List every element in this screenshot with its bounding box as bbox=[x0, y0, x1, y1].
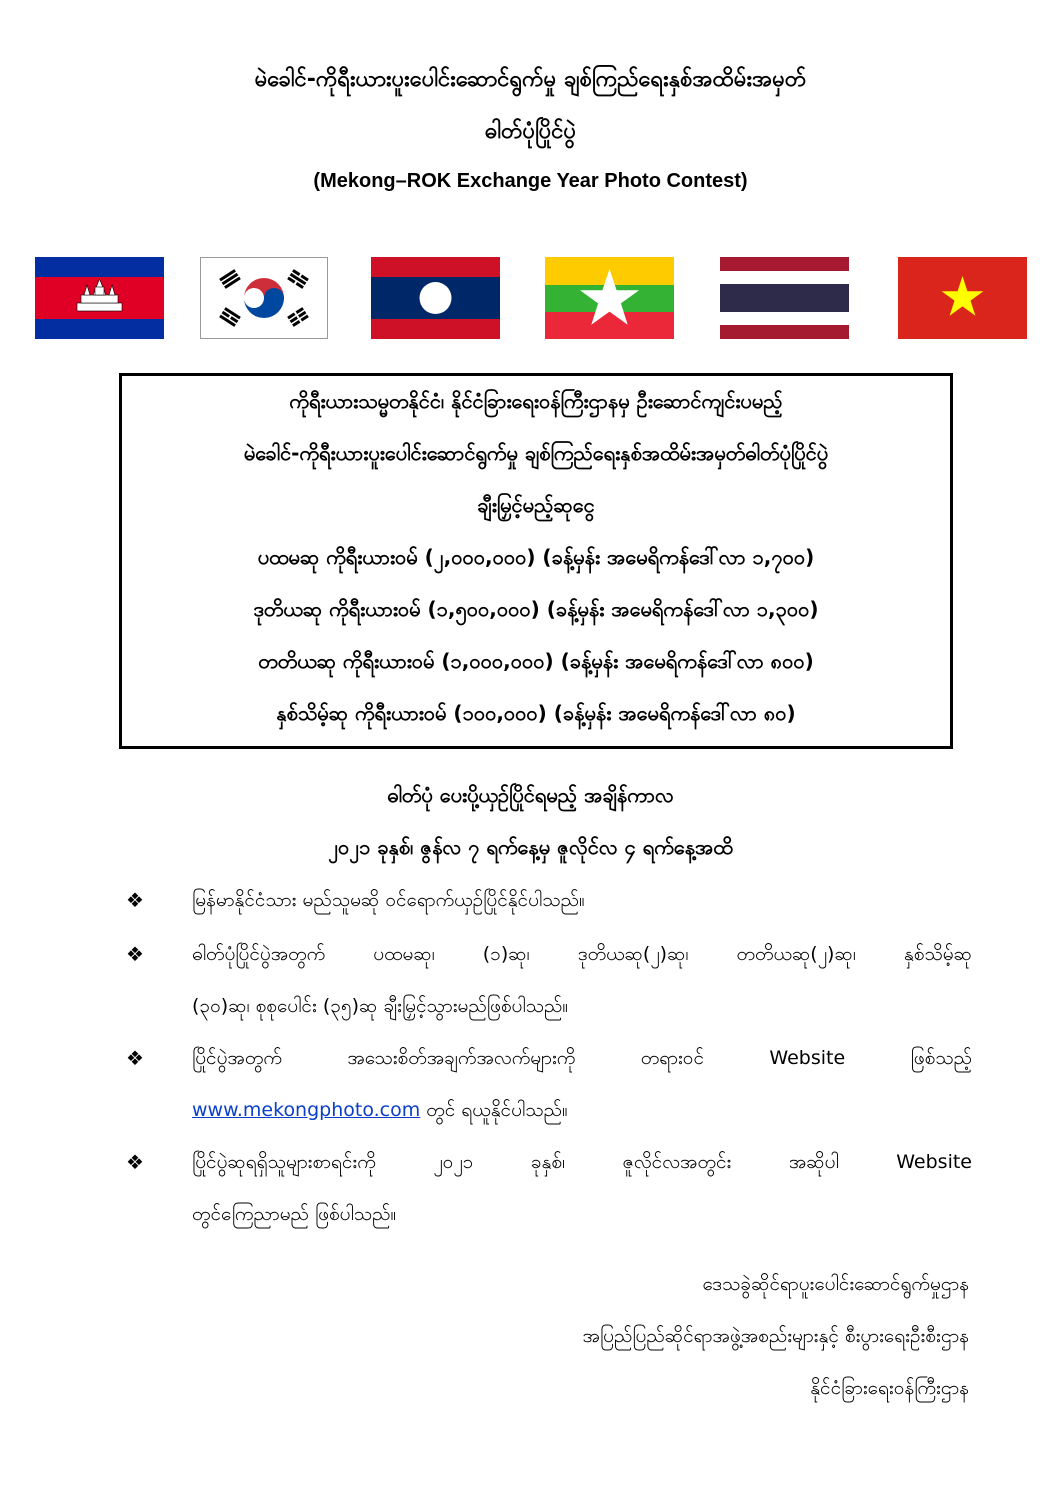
bullet-eligibility: မြန်မာနိုင်ငံသား မည်သူမဆို ဝင်ရောက်ယှဉ်ပြိုင်နိုင်ပါသည်။ bbox=[192, 889, 585, 911]
laos-flag bbox=[371, 257, 500, 339]
vietnam-flag bbox=[898, 257, 1027, 339]
bullet-marker: ❖ bbox=[126, 1046, 144, 1070]
south-korea-flag bbox=[200, 257, 328, 339]
bullet-results-line-2: တွင်ကြေညာမည် ဖြစ်ပါသည်။ bbox=[192, 1203, 397, 1225]
prize-box-heading-3: ချီးမြှင့်မည့်ဆုငွေ bbox=[477, 493, 595, 517]
title-line-2: ဓါတ်ပုံပြိုင်ပွဲ bbox=[484, 119, 577, 144]
myanmar-flag bbox=[545, 257, 674, 339]
bullet-website-line-2-text: တွင် ရယူနိုင်ပါသည်။ bbox=[420, 1099, 568, 1121]
cambodia-flag bbox=[35, 257, 164, 339]
submission-dates: ၂၀၂၁ ခုနှစ်၊ ဇွန်လ ၇ ရက်နေ့မှ ဇူလိုင်လ ၄ ရက်နေ့အထိ bbox=[328, 835, 733, 859]
bullet-marker: ❖ bbox=[126, 1150, 144, 1174]
signature-department-1: ဒေသခွဲဆိုင်ရာပူးပေါင်းဆောင်ရွက်မှုဌာန bbox=[702, 1273, 969, 1295]
bullet-prizes-line-2: (၃၀)ဆု၊ စုစုပေါင်း (၃၅)ဆု ချီးမြှင့်သွားမည်ဖြစ်ပါသည်။ bbox=[192, 995, 569, 1017]
title-english: (Mekong–ROK Exchange Year Photo Contest) bbox=[313, 170, 748, 192]
title-line-1: မဲခေါင်-ကိုရီးယားပူးပေါင်းဆောင်ရွက်မှု ချစ်ကြည်ရေးနှစ်အထိမ်းအမှတ် bbox=[254, 67, 807, 92]
bullet-marker: ❖ bbox=[126, 942, 144, 966]
website-link[interactable]: www.mekongphoto.com bbox=[192, 1099, 421, 1121]
prize-money-box bbox=[119, 373, 953, 749]
bullet-website-line-1: ပြိုင်ပွဲအတွက် အသေးစိတ်အချက်အလက်များကို တရားဝင် Website ဖြစ်သည့် bbox=[192, 1047, 972, 1069]
bullet-results-line-1: ပြိုင်ပွဲဆုရရှိသူများစာရင်းကို ၂၀၂၁ ခုနှစ်၊ ဇူလိုင်လအတွင်း အဆိုပါ Website bbox=[192, 1151, 972, 1173]
third-prize: တတိယဆု ကိုရီးယားဝမ် (၁,၀၀၀,၀၀၀) (ခန့်မှန်း အမေရိကန်ဒေါ်လာ ၈၀၀) bbox=[258, 649, 814, 673]
prize-box-heading-2: မဲခေါင်-ကိုရီးယားပူးပေါင်းဆောင်ရွက်မှု ချစ်ကြည်ရေးနှစ်အထိမ်းအမှတ်ဓါတ်ပုံပြိုင်ပွဲ bbox=[243, 441, 829, 465]
signature-ministry: နိုင်ငံခြားရေးဝန်ကြီးဌာန bbox=[810, 1377, 969, 1399]
second-prize: ဒုတိယဆု ကိုရီးယားဝမ် (၁,၅၀၀,၀၀၀) (ခန့်မှန်း အမေရိကန်ဒေါ်လာ ၁,၃၀၀) bbox=[253, 597, 819, 621]
bullet-prizes-line-1: ဓါတ်ပုံပြိုင်ပွဲအတွက် ပထမဆု၊ (၁)ဆု၊ ဒုတိယဆု(၂)ဆု၊ တတိယဆု(၂)ဆု၊ နှစ်သိမ့်ဆု bbox=[192, 943, 972, 965]
signature-department-2: အပြည်ပြည်ဆိုင်ရာအဖွဲ့အစည်းများနှင့် စီးပွားရေးဦးစီးဌာန bbox=[582, 1325, 969, 1347]
bullet-website-line-2 bbox=[192, 1098, 972, 1126]
first-prize: ပထမဆု ကိုရီးယားဝမ် (၂,၀၀၀,၀၀၀) (ခန့်မှန်း အမေရိကန်ဒေါ်လာ ၁,၇၀၀) bbox=[257, 545, 815, 569]
consolation-prize: နှစ်သိမ့်ဆု ကိုရီးယားဝမ် (၁၀၀,၀၀၀) (ခန့်မှန်း အမေရိကန်ဒေါ်လာ ၈၀) bbox=[276, 701, 796, 725]
bullet-marker: ❖ bbox=[126, 888, 144, 912]
prize-box-heading-1: ကိုရီးယားသမ္မတနိုင်ငံ၊ နိုင်ငံခြားရေးဝန်ကြီးဌာနမှ ဦးဆောင်ကျင်းပမည့် bbox=[289, 389, 783, 413]
thailand-flag bbox=[720, 257, 849, 339]
submission-heading: ဓါတ်ပုံ ပေးပို့ယှဉ်ပြိုင်ရမည့် အချိန်ကာလ bbox=[387, 783, 674, 807]
